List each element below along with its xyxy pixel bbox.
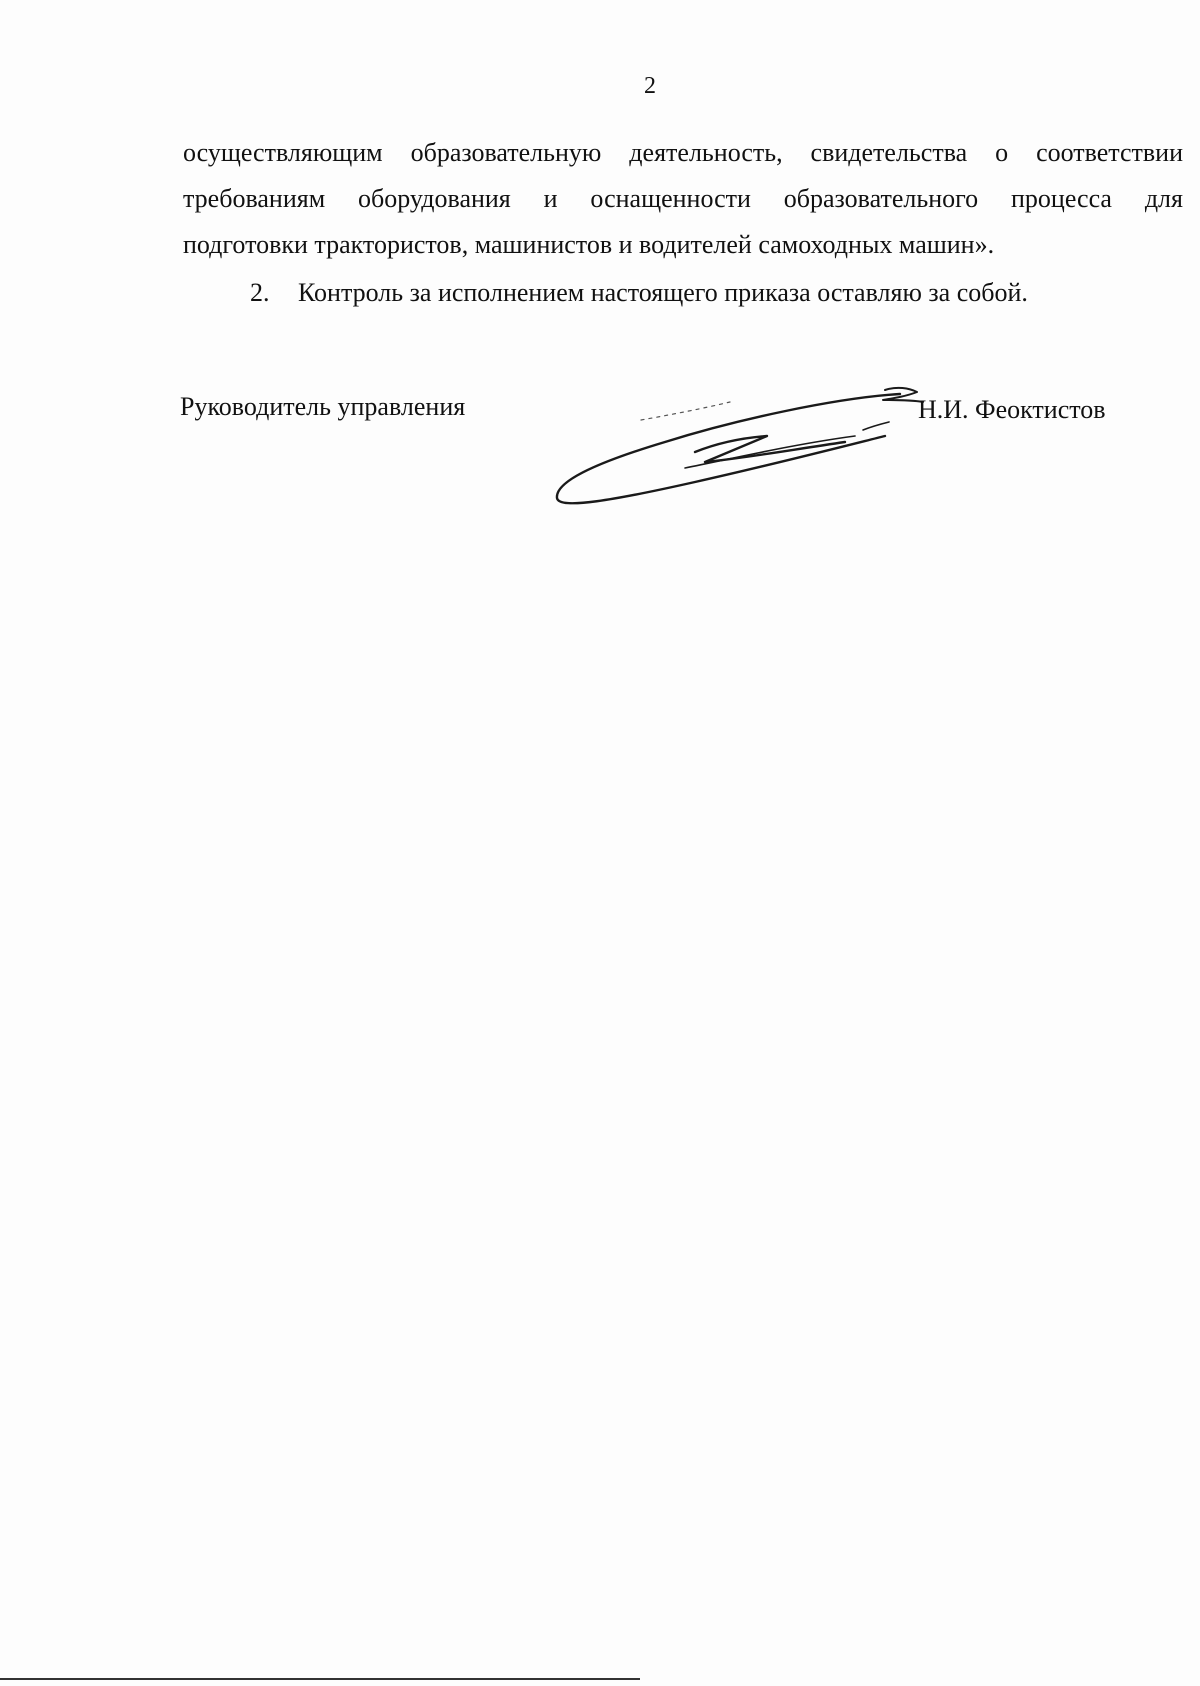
list-item-2 xyxy=(250,273,1028,313)
paragraph-1-line-1: осуществляющим образовательную деятельность, свидетельства о соответствии xyxy=(183,138,1183,167)
paragraph-1-line-3: подготовки трактористов, машинистов и водителей самоходных машин». xyxy=(183,230,995,259)
page-number: 2 xyxy=(644,73,656,99)
signer-title: Руководитель управления xyxy=(180,392,466,421)
list-item-2-text: Контроль за исполнением настоящего приказа оставляю за собой. xyxy=(298,278,1028,307)
handwritten-signature xyxy=(545,380,945,520)
paragraph-1 xyxy=(183,130,1183,268)
list-item-2-number: 2. xyxy=(250,278,270,307)
signer-name: Н.И. Феоктистов xyxy=(918,395,1106,424)
paragraph-1-line-2: требованиям оборудования и оснащенности образовательного процесса для xyxy=(183,184,1183,213)
bottom-rule xyxy=(0,1678,640,1680)
